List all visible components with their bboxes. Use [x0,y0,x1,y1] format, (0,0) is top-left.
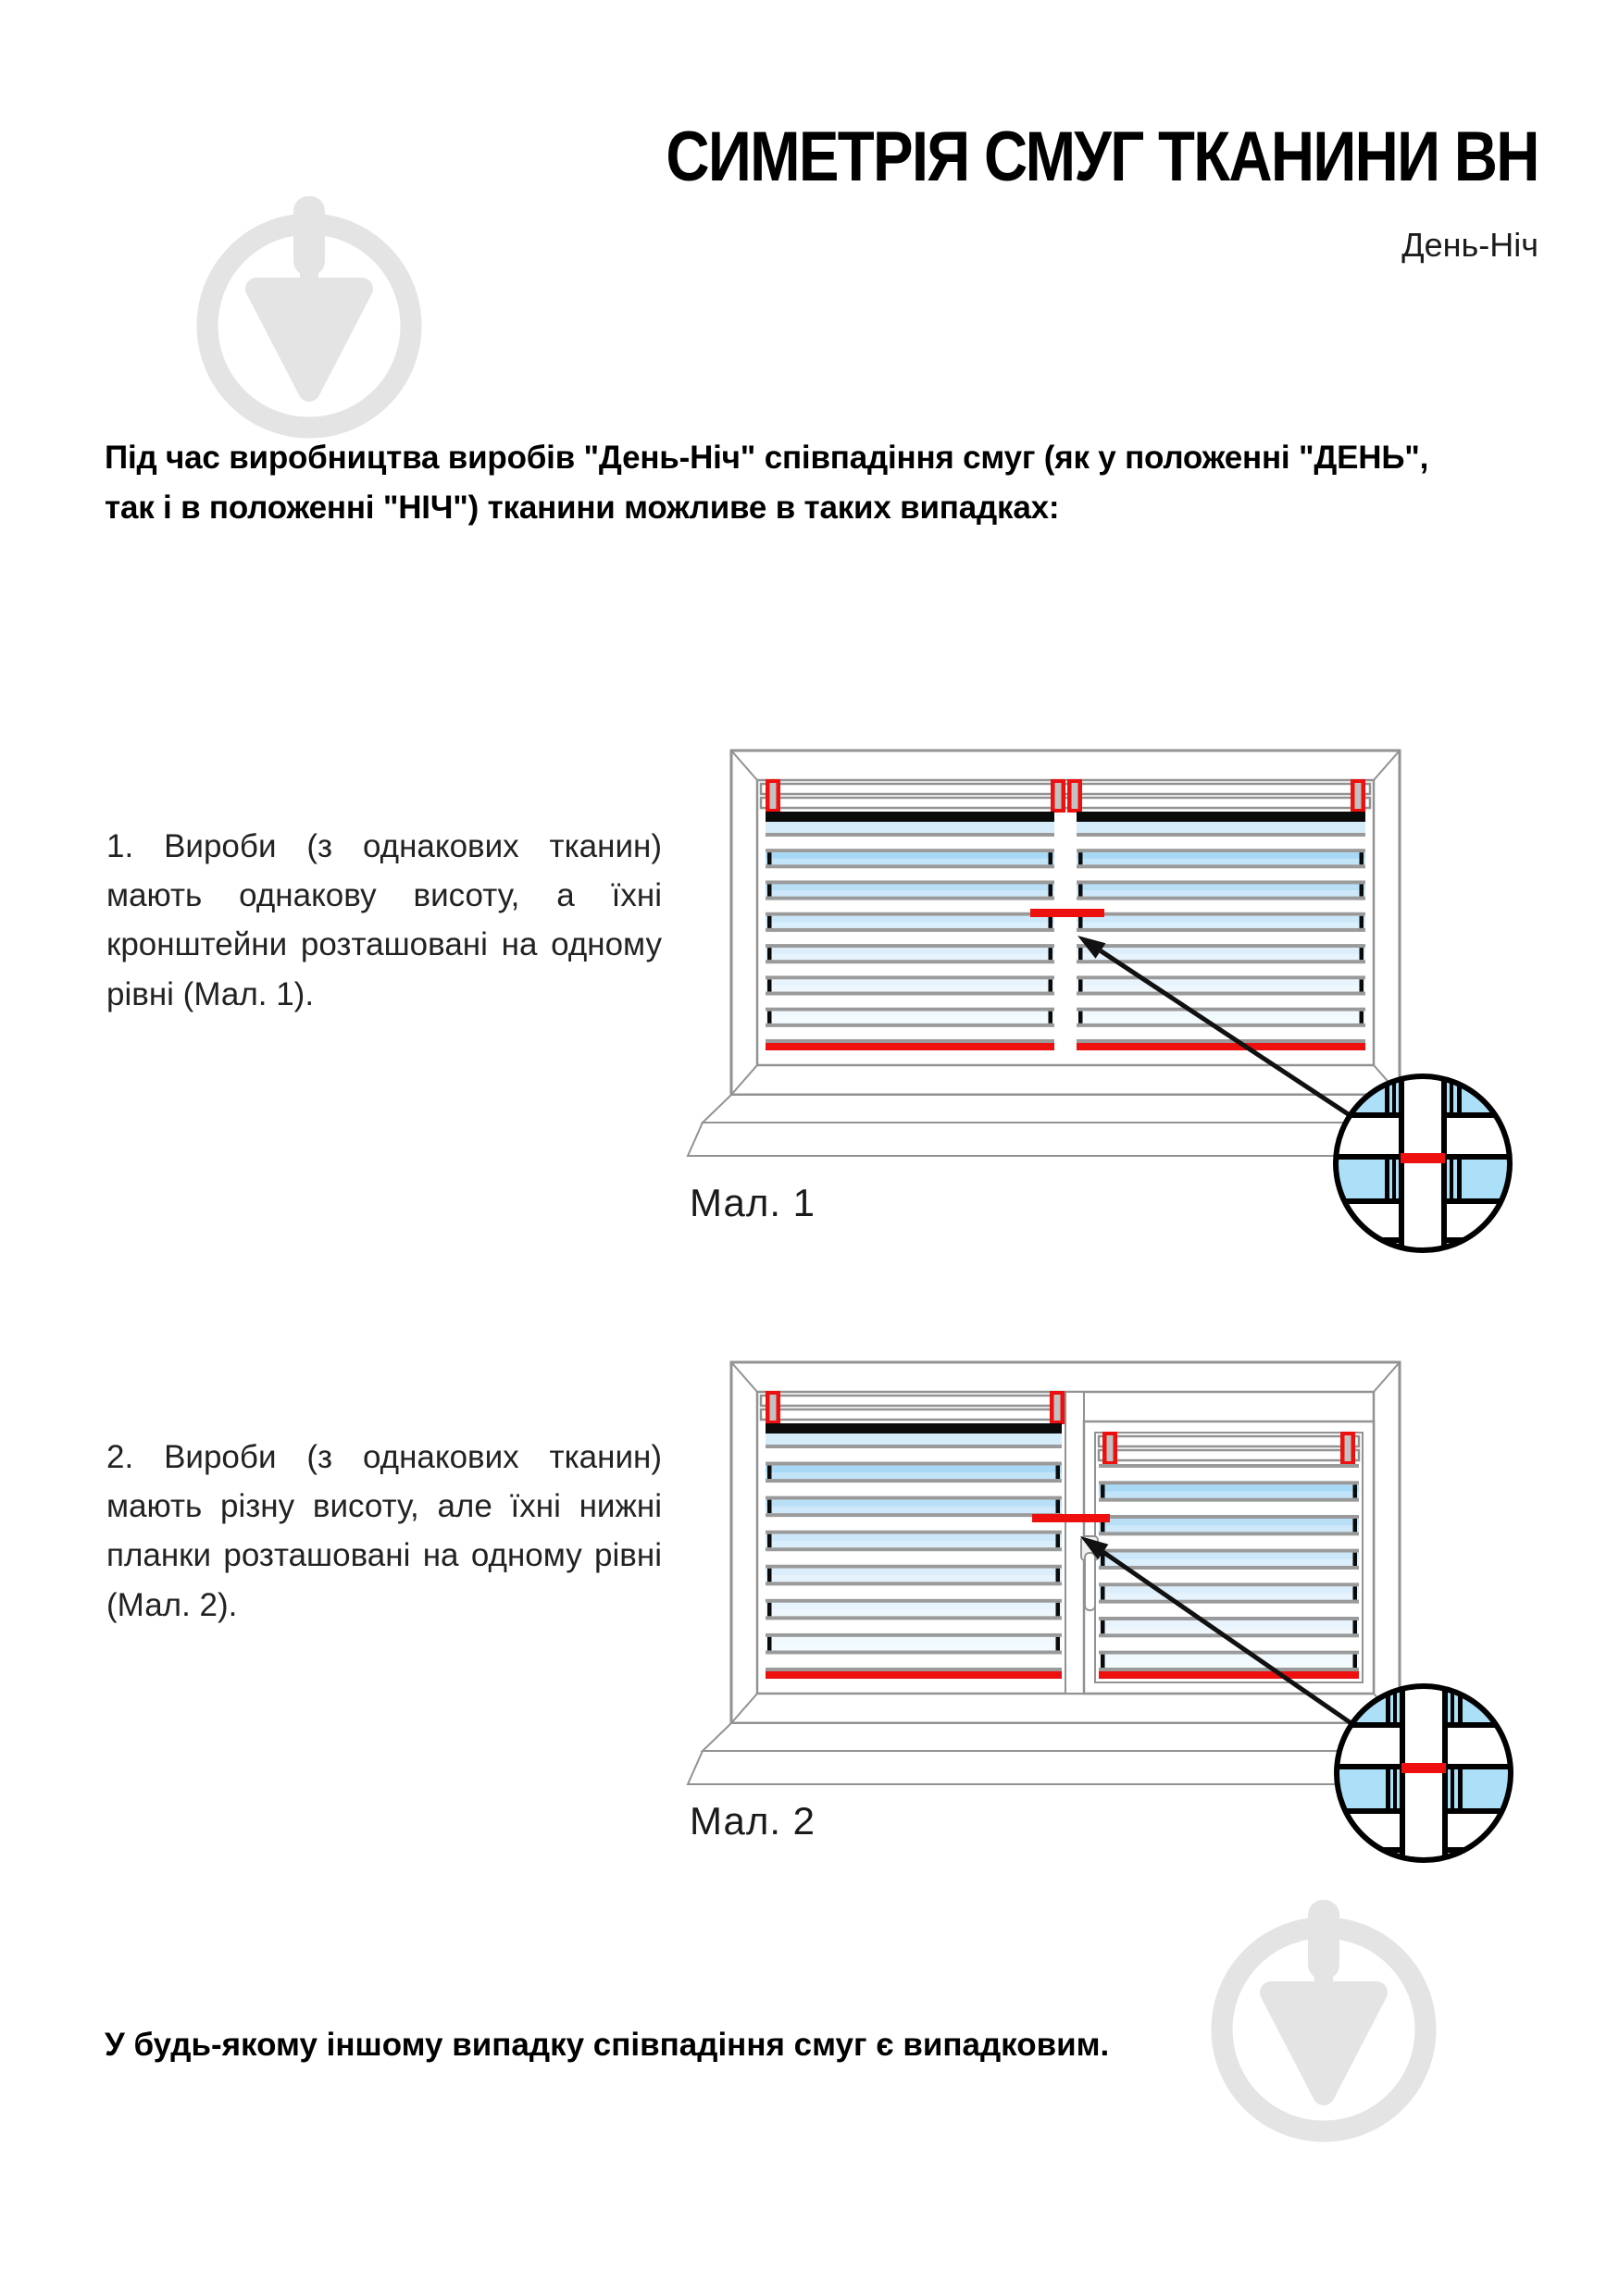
trowel-in-circle-watermark-icon [189,178,430,474]
figure-1-caption: Мал. 1 [690,1181,816,1224]
item-2-text: 2. Вироби (з однакових тканин) мають різну висоту, але їхні нижні планки розташовані на одному рівні (Мал. 2). [106,1439,662,1623]
footer-statement: У будь-якому іншому випадку співпадіння смуг є випадковим. [105,2027,1110,2063]
item-1-text: 1. Вироби (з однакових тканин) мають однакову висоту, а їхні кронштейни розташовані на одному рівні (Мал. 1). [106,828,662,1012]
page-subtitle: День-Ніч [1401,226,1538,264]
figure-2-caption: Мал. 2 [690,1799,816,1843]
intro-line-2: так і в положенні "НІЧ") тканини можливе в таких випадках: [105,490,1060,527]
page-title: СИМЕТРІЯ СМУГ ТКАНИНИ ВН [666,118,1538,196]
intro-paragraph [105,433,1549,534]
intro-line-1: Під час виробництва виробів "День-Ніч" співпадіння смуг (як у положенні "ДЕНЬ", [105,440,1429,476]
